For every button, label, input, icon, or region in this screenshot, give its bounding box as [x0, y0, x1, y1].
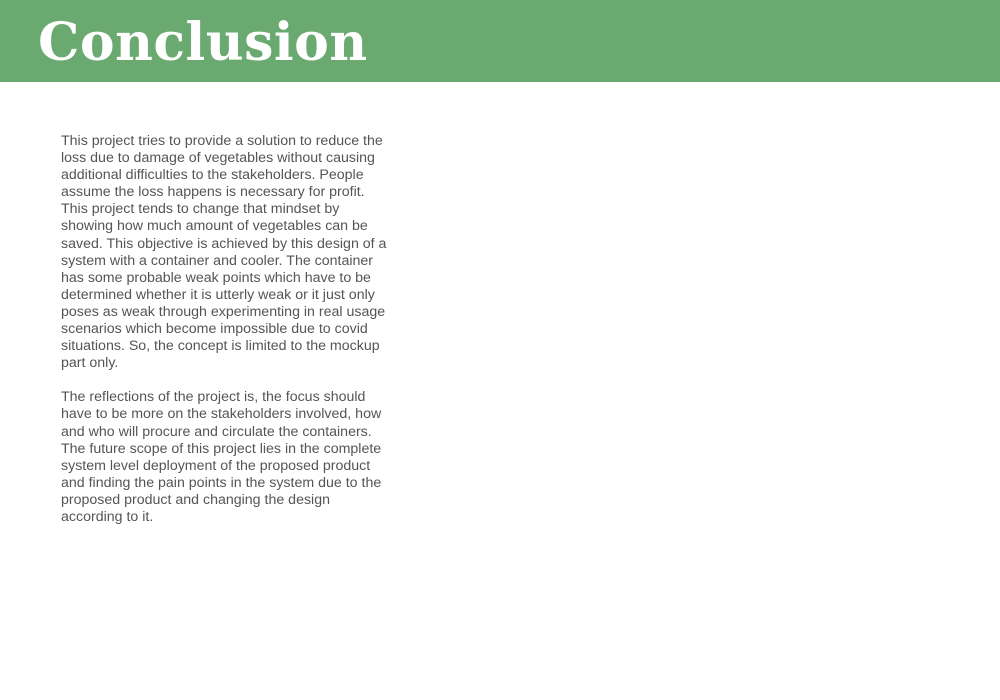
page-title: Conclusion — [38, 12, 368, 73]
paragraph-summary: This project tries to provide a solution to reduce the loss due to damage of vegetables without causing additional difficulties to the stakeholders. People assume the loss happens is necessary for profit. This project tends to change that mindset by showing how much amount of vegetables can be saved. This objective is achieved by this design of a system with a container and cooler. The container has some probable weak points which have to be determined whether it is utterly weak or it just only poses as weak through experimenting in real usage scenarios which become impossible due to covid situations. So, the concept is limited to the mockup part only. — [61, 133, 387, 372]
conclusion-body — [61, 133, 391, 526]
header-band — [0, 0, 1000, 82]
paragraph-reflections: The reflections of the project is, the focus should have to be more on the stakeholders involved, how and who will procure and circulate the containers. The future scope of this project lies in the complete system level deployment of the proposed product and finding the pain points in the system due to the proposed product and changing the design according to it. — [61, 389, 382, 525]
